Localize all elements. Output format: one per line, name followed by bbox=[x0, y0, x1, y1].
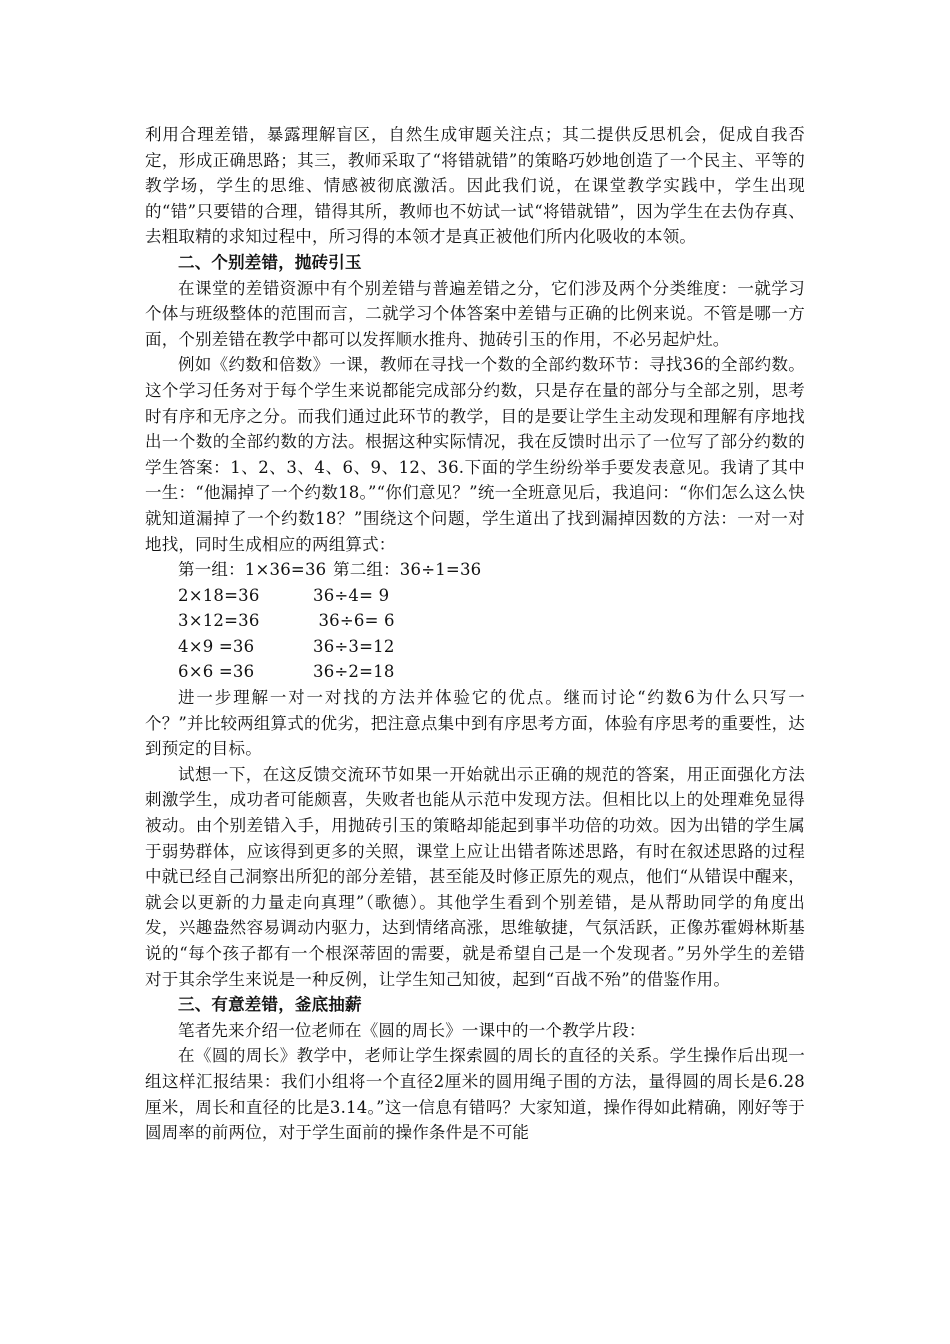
calculation-table bbox=[145, 557, 805, 685]
section-heading-individual-errors: 二、个别差错，抛砖引玉 bbox=[178, 252, 362, 272]
document-page bbox=[145, 122, 805, 1146]
calc-left: 3×12=36 bbox=[178, 611, 260, 631]
calc-right: 36÷2=18 bbox=[313, 662, 395, 682]
calc-left: 2×18=36 bbox=[178, 585, 260, 605]
calc-right: 36÷6= 6 bbox=[313, 611, 395, 631]
calc-left: 第一组：1×36=36 bbox=[178, 560, 327, 580]
calc-left: 6×6 =36 bbox=[178, 662, 255, 682]
calculation-row bbox=[145, 634, 805, 660]
paragraph: 在课堂的差错资源中有个别差错与普遍差错之分，它们涉及两个分类维度：一就学习个体与班级整体的范围而言，二就学习个体答案中差错与正确的比例来说。不管是哪一方面，个别差错在教学中都可以发挥顺水推舟、抛砖引玉的作用，不必另起炉灶。 bbox=[145, 278, 805, 349]
calc-right: 第二组：36÷1=36 bbox=[333, 560, 482, 580]
section-heading-intentional-errors: 三、有意差错，釜底抽薪 bbox=[178, 995, 362, 1015]
calc-right: 36÷3=12 bbox=[313, 636, 395, 656]
calculation-row bbox=[145, 659, 805, 685]
paragraph: 笔者先来介绍一位老师在《圆的周长》一课中的一个教学片段： bbox=[178, 1020, 646, 1040]
calculation-row bbox=[145, 608, 805, 634]
calc-left: 4×9 =36 bbox=[178, 636, 255, 656]
paragraph: 试想一下，在这反馈交流环节如果一开始就出示正确的规范的答案，用正面强化方法刺激学生，成功者可能颇喜，失败者也能从示范中发现方法。但相比以上的处理难免显得被动。由个别差错入手，用抛砖引玉的策略却能起到事半功倍的功效。因为出错的学生属于弱势群体，应该得到更多的关照，课堂上应让出错者陈述思路，有时在叙述思路的过程中就已经自己洞察出所犯的部分差错，甚至能及时修正原先的观点，他们“从错误中醒来，就会以更新的力量走向真理”（歌德）。其他学生看到个别差错，是从帮助同学的角度出发，兴趣盎然容易调动内驱力，达到情绪高涨，思维敏捷，气氛活跃，正像苏霍姆林斯基说的“每个孩子都有一个根深蒂固的需要，就是希望自己是一个发现者。”另外学生的差错对于其余学生来说是一种反例，让学生知己知彼，起到“百战不殆”的借鉴作用。 bbox=[145, 764, 805, 989]
calculation-row bbox=[145, 557, 805, 583]
paragraph: 在《圆的周长》教学中，老师让学生探索圆的周长的直径的关系。学生操作后出现一组这样汇报结果：我们小组将一个直径2厘米的圆用绳子围的方法，量得圆的周长是6.28厘米，周长和直径的比是3.14。”这一信息有错吗？大家知道，操作得如此精确，刚好等于圆周率的前两位，对于学生面前的操作条件是不可能 bbox=[145, 1046, 805, 1143]
calc-right: 36÷4= 9 bbox=[313, 585, 390, 605]
paragraph: 例如《约数和倍数》一课，教师在寻找一个数的全部约数环节：寻找36的全部约数。这个学习任务对于每个学生来说都能完成部分约数，只是存在量的部分与全部之别，思考时有序和无序之分。而我们通过此环节的教学，目的是要让学生主动发现和理解有序地找出一个数的全部约数的方法。根据这种实际情况，我在反馈时出示了一位写了部分约数的学生答案：1、2、3、4、6、9、12、36.下面的学生纷纷举手要发表意见。我请了其中一生：“他漏掉了一个约数18。”“你们意见？”统一全班意见后，我追问：“你们怎么这么快就知道漏掉了一个约数18？”围绕这个问题，学生道出了找到漏掉因数的方法：一对一对地找，同时生成相应的两组算式： bbox=[145, 355, 805, 554]
calculation-row bbox=[145, 583, 805, 609]
continuation-paragraph: 利用合理差错，暴露理解盲区，自然生成审题关注点；其二提供反思机会，促成自我否定，形成正确思路；其三，教师采取了“将错就错”的策略巧妙地创造了一个民主、平等的教学场，学生的思维、情感被彻底激活。因此我们说，在课堂教学实践中，学生出现的“错”只要错的合理，错得其所，教师也不妨试一试“将错就错”，因为学生在去伪存真、去粗取精的求知过程中，所习得的本领才是真正被他们所内化吸收的本领。 bbox=[145, 125, 805, 247]
paragraph: 进一步理解一对一对找的方法并体验它的优点。继而讨论“约数6为什么只写一个？”并比较两组算式的优劣，把注意点集中到有序思考方面，体验有序思考的重要性，达到预定的目标。 bbox=[145, 688, 805, 759]
